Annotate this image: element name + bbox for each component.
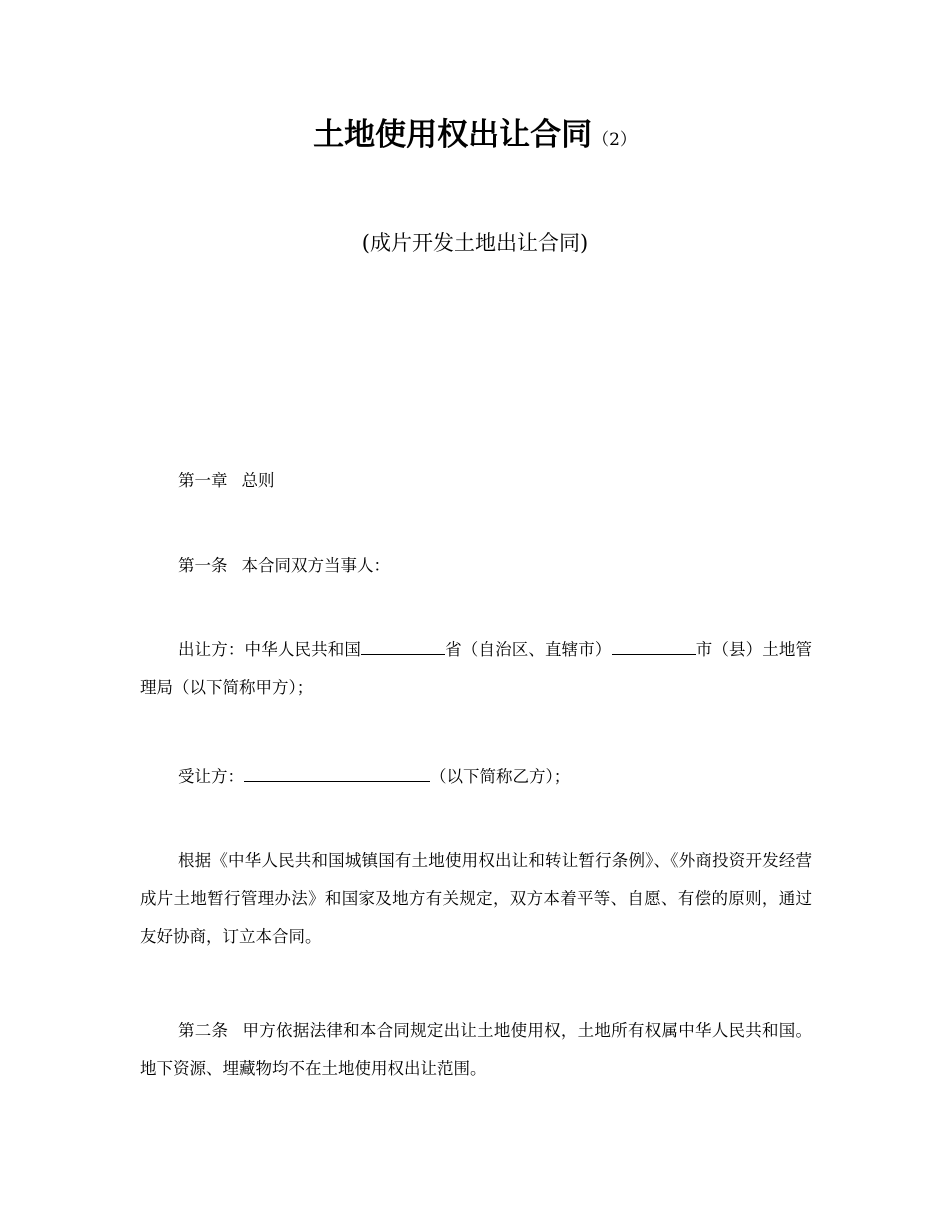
article-1 — [140, 547, 812, 585]
grantee-blank — [244, 766, 430, 782]
article-2 — [140, 1012, 812, 1088]
title-suffix: （2） — [592, 130, 637, 150]
title-text: 土地使用权出让合同 — [313, 117, 593, 153]
city-blank — [612, 639, 696, 655]
city-suffix: 市（县）土地管理局（以下简称甲方）； — [140, 640, 813, 697]
article-2-text: 甲方依据法律和本合同规定出让土地使用权，土地所有权属中华人民共和国。地下资源、埋藏物均不在土地使用权出让范围。 — [140, 1021, 813, 1078]
article-2-number: 第二条 — [178, 1021, 229, 1040]
grantor-label: 出让方：中华人民共和国 — [178, 640, 362, 659]
document-subtitle: (成片开发土地出让合同) — [361, 231, 589, 255]
chapter-heading — [140, 462, 812, 500]
basis-paragraph: 根据《中华人民共和国城镇国有土地使用权出让和转让暂行条例》、《外商投资开发经营成片土地暂行管理办法》和国家及地方有关规定，双方本着平等、自愿、有偿的原则，通过友好协商，订立本合同。 — [140, 851, 812, 946]
grantor-paragraph — [140, 631, 812, 707]
chapter-name: 总则 — [241, 471, 275, 490]
grantee-label: 受让方： — [178, 767, 244, 786]
article-1-text: 本合同双方当事人： — [241, 556, 390, 575]
grantee-suffix: （以下简称乙方）； — [430, 767, 571, 786]
province-blank — [361, 639, 445, 655]
grantee-paragraph — [140, 758, 812, 796]
article-1-number: 第一条 — [178, 556, 228, 575]
chapter-number: 第一章 — [178, 471, 228, 490]
province-suffix: 省（自治区、直辖市） — [445, 640, 612, 659]
document-title — [0, 112, 950, 163]
